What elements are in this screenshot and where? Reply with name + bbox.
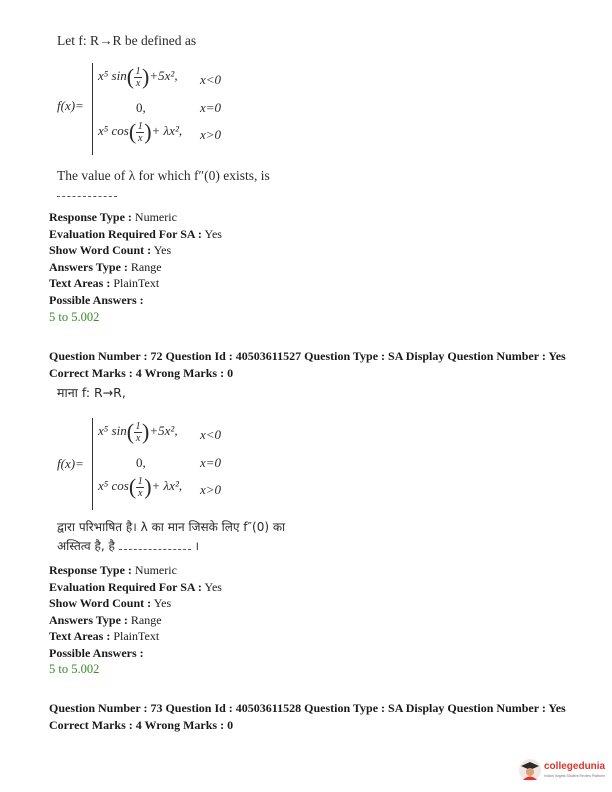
q72-case3-expr: x⁵ cos <box>98 477 129 493</box>
q71-answer-blank <box>57 196 117 197</box>
q72-answer: 5 to 5.002 <box>49 662 100 676</box>
q71-intro: Let f: R→R be defined as <box>57 33 197 48</box>
q71-case1-expr: x⁵ sin <box>98 67 127 83</box>
q71-case3-cond: x>0 <box>200 127 222 142</box>
q71-brace <box>92 63 93 155</box>
q72-header <box>49 348 566 381</box>
graduate-icon <box>518 758 542 782</box>
q72-question-line2-text: अस्तित्व है, है <box>57 539 115 553</box>
q71-case1-cond: x<0 <box>200 72 222 87</box>
q71-case3: x⁵ cos( $\frac{1}{x}$ )+ λx², <box>98 119 183 144</box>
q72-case3-tail: + λx², <box>151 477 183 493</box>
q72-case2: 0, <box>136 455 146 470</box>
q72-case3-cond: x>0 <box>200 482 222 497</box>
q72-question-line2: अस्तित्व है, है । <box>57 539 200 553</box>
logo-brand: collegedunia <box>544 761 606 772</box>
q72-question-line1: द्वारा परिभाषित है। λ का मान जिसके लिए f″(0) का <box>57 520 286 534</box>
q71-case1: x⁵ sin( $\frac{1}{x}$ )+5x², <box>98 64 178 89</box>
q72-case3: x⁵ cos( $\frac{1}{x}$ )+ λx², <box>98 474 183 499</box>
q72-word-count: Show Word Count : Yes <box>49 596 172 610</box>
q72-case1-expr: x⁵ sin <box>98 422 127 438</box>
q71-case1-tail: +5x², <box>149 67 178 83</box>
q71-eval-required: Evaluation Required For SA : Yes <box>49 226 222 241</box>
q71-case2-cond: x=0 <box>200 100 222 115</box>
q72-answers-type: Answers Type : Range <box>49 612 162 627</box>
q71-case3-expr: x⁵ cos <box>98 122 129 138</box>
q73-header-line2: Correct Marks : 4 Wrong Marks : 0 <box>49 717 234 732</box>
q73-header <box>49 700 566 733</box>
q71-question: The value of λ for which f″(0) exists, is <box>57 168 270 183</box>
q71-case3-frac: $\frac{1}{x}$ <box>137 120 143 144</box>
q72-case2-cond: x=0 <box>200 455 222 470</box>
q71-response-type: Response Type : Numeric <box>49 210 177 224</box>
q71-text-areas: Text Areas : PlainText <box>49 276 160 290</box>
q72-possible-answers: Possible Answers : <box>49 645 144 660</box>
q72-header-line1: Question Number : 72 Question Id : 40503611527 Question Type : SA Display Question Number : Yes <box>49 349 566 363</box>
q71-case3-tail: + λx², <box>151 122 183 138</box>
q72-eval-required: Evaluation Required For SA : Yes <box>49 579 222 594</box>
collegedunia-logo <box>518 755 608 785</box>
q72-header-line2: Correct Marks : 4 Wrong Marks : 0 <box>49 365 234 380</box>
q71-answer: 5 to 5.002 <box>49 310 100 324</box>
q71-case2: 0, <box>136 100 146 115</box>
logo-tagline: India's largest Student Review Platform <box>544 774 605 778</box>
q71-case1-frac: $\frac{1}{x}$ <box>135 65 141 89</box>
q71-meta <box>49 209 222 308</box>
q72-text-areas: Text Areas : PlainText <box>49 629 160 643</box>
q72-case1: x⁵ sin( $\frac{1}{x}$ )+5x², <box>98 419 178 444</box>
q72-answer-blank <box>119 549 191 550</box>
q72-case1-frac: $\frac{1}{x}$ <box>135 420 141 444</box>
q72-case1-tail: +5x², <box>149 422 178 438</box>
q71-word-count: Show Word Count : Yes <box>49 243 172 257</box>
q71-answers-type: Answers Type : Range <box>49 259 162 274</box>
q71-fx-label: f(x)= <box>57 98 84 113</box>
q72-case1-cond: x<0 <box>200 427 222 442</box>
q72-brace <box>92 418 93 510</box>
q72-meta <box>49 562 222 661</box>
q72-case3-frac: $\frac{1}{x}$ <box>137 475 143 499</box>
q71-possible-answers: Possible Answers : <box>49 292 144 307</box>
q73-header-line1: Question Number : 73 Question Id : 40503611528 Question Type : SA Display Question Number : Yes <box>49 701 566 715</box>
q72-intro: माना f: R→R, <box>57 385 126 400</box>
q72-response-type: Response Type : Numeric <box>49 563 177 577</box>
q72-fx-label: f(x)= <box>57 456 84 471</box>
